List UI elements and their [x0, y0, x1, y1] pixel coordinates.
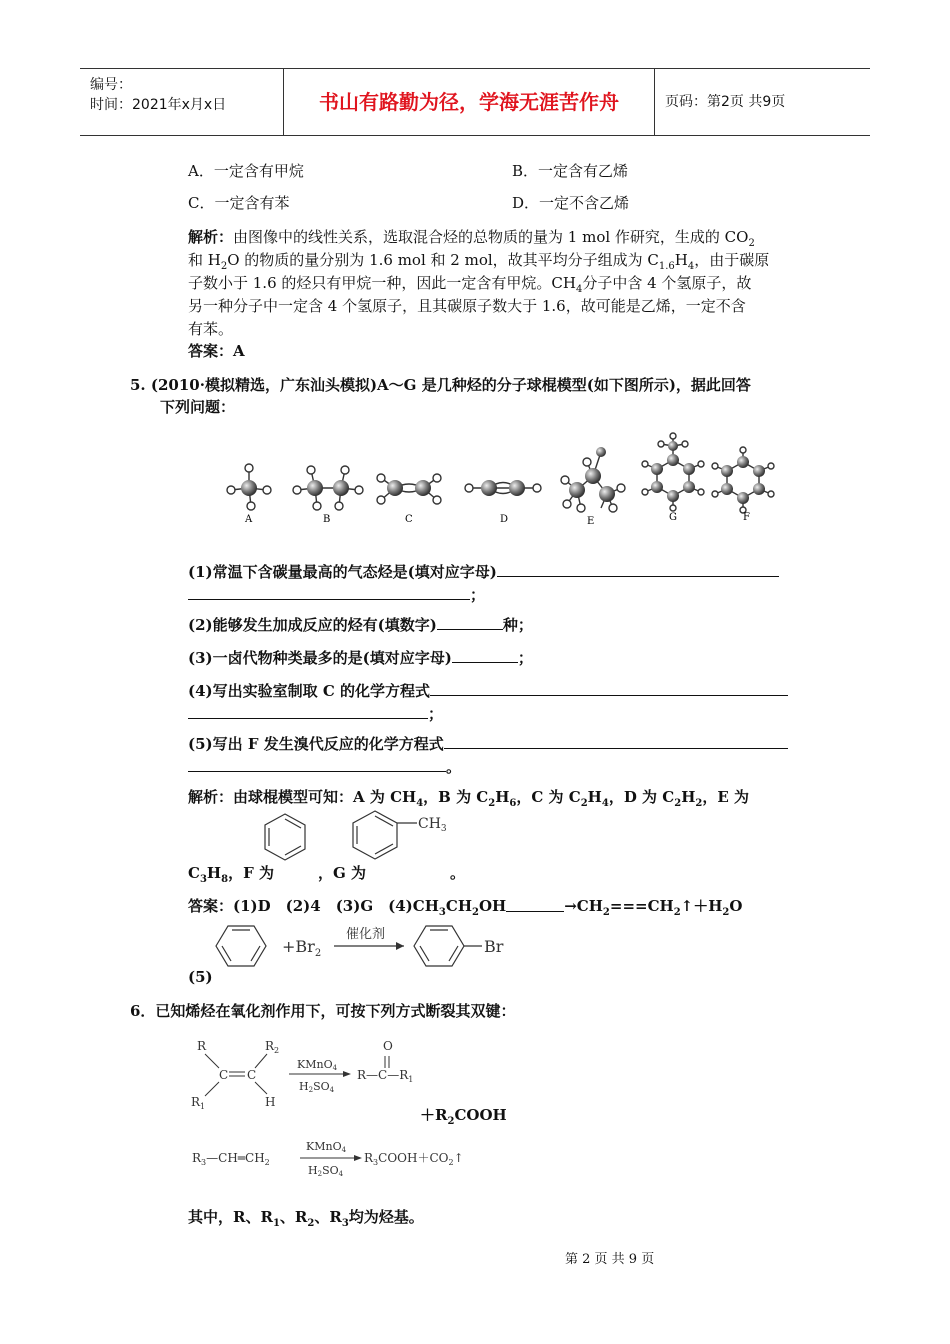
sub-question-text: (2)能够发生加成反应的烃有(填数字) [188, 616, 437, 634]
reactant-2: $R_3—CH═CH_2$ [192, 1151, 270, 1167]
analysis-text: ，G 为 [317, 864, 366, 882]
option-a: A．一定含有甲烷 [188, 162, 304, 180]
q5-stem-line1: 5. (2010·模拟精选，广东汕头模拟)A～G 是几种烃的分子球棍模型(如下图所示)，据此回答 [130, 376, 751, 394]
toluene-structure [345, 805, 455, 865]
answer-blank[interactable] [497, 563, 779, 577]
document-header [80, 68, 870, 136]
model-b-ethane [293, 466, 363, 510]
analysis-text: 和 H [188, 251, 221, 269]
sub-question-text: 种； [502, 616, 533, 634]
punctuation: ； [470, 586, 486, 604]
sub-question-text: (4)写出实验室制取 C 的化学方程式 [188, 682, 431, 700]
h2so4-label-2: H2SO4 [308, 1164, 344, 1178]
model-label-g: G [669, 512, 677, 523]
carbon-left: C [219, 1068, 229, 1082]
number-label: 编号： [90, 77, 132, 93]
note-text: 、R [314, 1208, 342, 1226]
kmno4-label-2: KMnO4 [306, 1140, 347, 1154]
q6-note: 其中，R、$R_1$、$R_2$、$R_3$均为烃基。 [188, 1208, 424, 1229]
analysis-text: 分子中含 4 个氢原子，故 [582, 274, 752, 292]
ch3-label: $CH_3$ [418, 816, 447, 834]
reaction-2-scheme [188, 1130, 488, 1180]
page-footer: 第 2 页 共 9 页 [565, 1252, 655, 1267]
q4-analysis-line1: 解析：由图像中的线性关系，选取混合烃的总物质的量为 1 mol 作研究，生成的 $CO_2$ [188, 228, 755, 249]
answer-blank[interactable] [430, 682, 788, 696]
analysis-text: H [495, 788, 510, 806]
header-page-label: 页码：第2页 共9页 [665, 94, 786, 110]
model-f-benzene [712, 447, 774, 513]
answer-text: OH [478, 897, 507, 915]
header-motto: 书山有路勤为径，学海无涯苦作舟 [283, 69, 655, 135]
sub-question-text: (3)一卤代物种类最多的是(填对应字母) [188, 649, 452, 667]
q5-analysis-line2: $C_3H_8$，F 为 ，G 为 。 [188, 864, 466, 885]
model-label-e: E [587, 516, 595, 527]
answer-blank[interactable] [452, 649, 518, 663]
analysis-text: H [681, 788, 696, 806]
sub-question-text: (5)写出 F 发生溴代反应的化学方程式 [188, 735, 444, 753]
analysis-text: ，E 为 [702, 788, 749, 806]
q5-sub4 [188, 680, 788, 701]
model-a-methane [227, 464, 271, 510]
answer-text: O [729, 897, 743, 915]
analysis-text: ，由于碳原 [694, 251, 770, 269]
answer-text: ↑＋H [680, 897, 723, 915]
model-d-acetylene [465, 480, 541, 496]
ball-stick-models [215, 432, 795, 532]
model-label-f: F [743, 512, 750, 523]
plus-r2cooh: $+R_2COOH$ [420, 1106, 507, 1127]
model-label-c: C [405, 514, 413, 525]
q5-sub1 [188, 561, 779, 582]
hydrogen: H [265, 1095, 276, 1109]
model-label-a: A [245, 514, 253, 525]
option-b: B．一定含有乙烯 [512, 162, 629, 180]
answer-blank[interactable] [188, 586, 470, 600]
analysis-text: ，D 为 C [608, 788, 675, 806]
q5-sub3 [188, 647, 533, 668]
answer-text: CH [445, 897, 472, 915]
q5-sub2 [188, 614, 533, 635]
header-meta [80, 69, 283, 135]
h2so4-label: H2SO4 [299, 1080, 335, 1094]
q4-analysis-line4: 另一种分子中一定含 4 个氢原子，且其碳原子数大于 1.6，故可能是乙烯，一定不含 [188, 297, 746, 315]
r2-group: $R_2$ [265, 1039, 280, 1055]
sub-question-text: (1)常温下含碳量最高的气态烃是(填对应字母) [188, 563, 497, 581]
analysis-label: 解析： [188, 228, 234, 246]
option-d: D．一定不含乙烯 [512, 194, 630, 212]
answer-blank[interactable] [188, 758, 446, 772]
analysis-text: O 的物质的量分别为 1.6 mol 和 2 mol，故其平均分子组成为 C [227, 251, 659, 269]
answer-blank[interactable] [437, 616, 503, 630]
analysis-text: H [206, 864, 222, 882]
note-text: 、R [279, 1208, 308, 1226]
answer-text: →CH [564, 897, 603, 915]
br2-label: $+Br_2$ [282, 937, 322, 959]
q5-stem-line2: 下列问题： [160, 398, 236, 416]
q5-sub5-cont [188, 756, 461, 777]
q5-sub4-cont [188, 703, 443, 724]
q5-analysis-line1: 解析：由球棍模型可知：A 为 $CH_4$，B 为 $C_2H_6$，C 为 $C_2H_4$，D 为 $C_2H_2$，E 为 [188, 788, 749, 809]
r1-group: $R_1$ [191, 1095, 206, 1111]
analysis-text: H [587, 788, 602, 806]
answer-text: ===CH [609, 897, 674, 915]
note-text: 其中，R、R [188, 1208, 273, 1226]
r-group: R [197, 1039, 207, 1053]
product-text: ＋R [420, 1106, 448, 1124]
q5-sub1-cont [188, 584, 485, 605]
note-text: 均为烃基。 [348, 1208, 424, 1226]
model-label-d: D [500, 514, 509, 525]
analysis-text: 由图像中的线性关系，选取混合烃的总物质的量为 1 mol 作研究，生成的 CO [233, 228, 749, 246]
answer-blank[interactable] [444, 735, 788, 749]
q4-answer: 答案：A [188, 342, 245, 360]
option-c: C．一定含有苯 [188, 194, 290, 212]
q5-answer: 答案：(1)D (2)4 (3)G $(4)CH_3CH_2OH$ $\to CH_2===CH_2↑+H_2O$ [188, 897, 743, 918]
answer-blank[interactable] [188, 705, 428, 719]
q4-analysis-line5: 有苯。 [188, 320, 234, 338]
answer-text: 答案：(1)D (2)4 (3)G (4)CH [188, 897, 439, 915]
analysis-text: C [188, 864, 200, 882]
analysis-text: ，B 为 C [423, 788, 489, 806]
bromination-equation [208, 920, 518, 972]
catalyst-label: 催化剂 [346, 927, 386, 942]
br-label: Br [484, 937, 504, 956]
analysis-text: H [674, 251, 688, 269]
product-2: $R_3COOH+CO_2↑$ [364, 1151, 464, 1167]
q6-stem: 6．已知烯烃在氧化剂作用下，可按下列方式断裂其双键： [130, 1002, 516, 1020]
punctuation: ； [428, 705, 444, 723]
benzene-structure [260, 810, 310, 866]
punctuation: 。 [446, 758, 462, 776]
analysis-text: 解析：由球棍模型可知：A 为 CH [188, 788, 417, 806]
analysis-text: ，C 为 C [516, 788, 581, 806]
oxygen: O [383, 1039, 393, 1053]
q4-analysis-line3: 子数小于 1.6 的烃只有甲烷一种，因此一定含有甲烷。$CH_4$分子中含 4 个氢原子，故 [188, 274, 752, 295]
product-text: COOH [454, 1106, 507, 1124]
time-label: 时间：2021年x月x日 [90, 97, 227, 113]
model-g-toluene [642, 433, 704, 511]
analysis-text: ，F 为 [228, 864, 274, 882]
model-label-b: B [323, 514, 331, 525]
ketone-product: $R—C—R_1$ [357, 1068, 414, 1084]
analysis-text: 。 [450, 864, 466, 882]
q4-analysis-line2: 和 $H_2O$ 的物质的量分别为 1.6 mol 和 2 mol，故其平均分子组成为 $C_{1.6}H_4$，由于碳原 [188, 251, 770, 272]
q5-answer-5: (5) [188, 968, 213, 986]
punctuation: ； [517, 649, 533, 667]
analysis-text: 子数小于 1.6 的烃只有甲烷一种，因此一定含有甲烷。CH [188, 274, 576, 292]
model-e-propane [561, 447, 625, 512]
model-c-ethylene [377, 474, 441, 504]
reaction-1-scheme [185, 1032, 445, 1112]
kmno4-label: KMnO4 [297, 1058, 338, 1072]
q5-sub5 [188, 733, 788, 754]
carbon-right: C [247, 1068, 257, 1082]
